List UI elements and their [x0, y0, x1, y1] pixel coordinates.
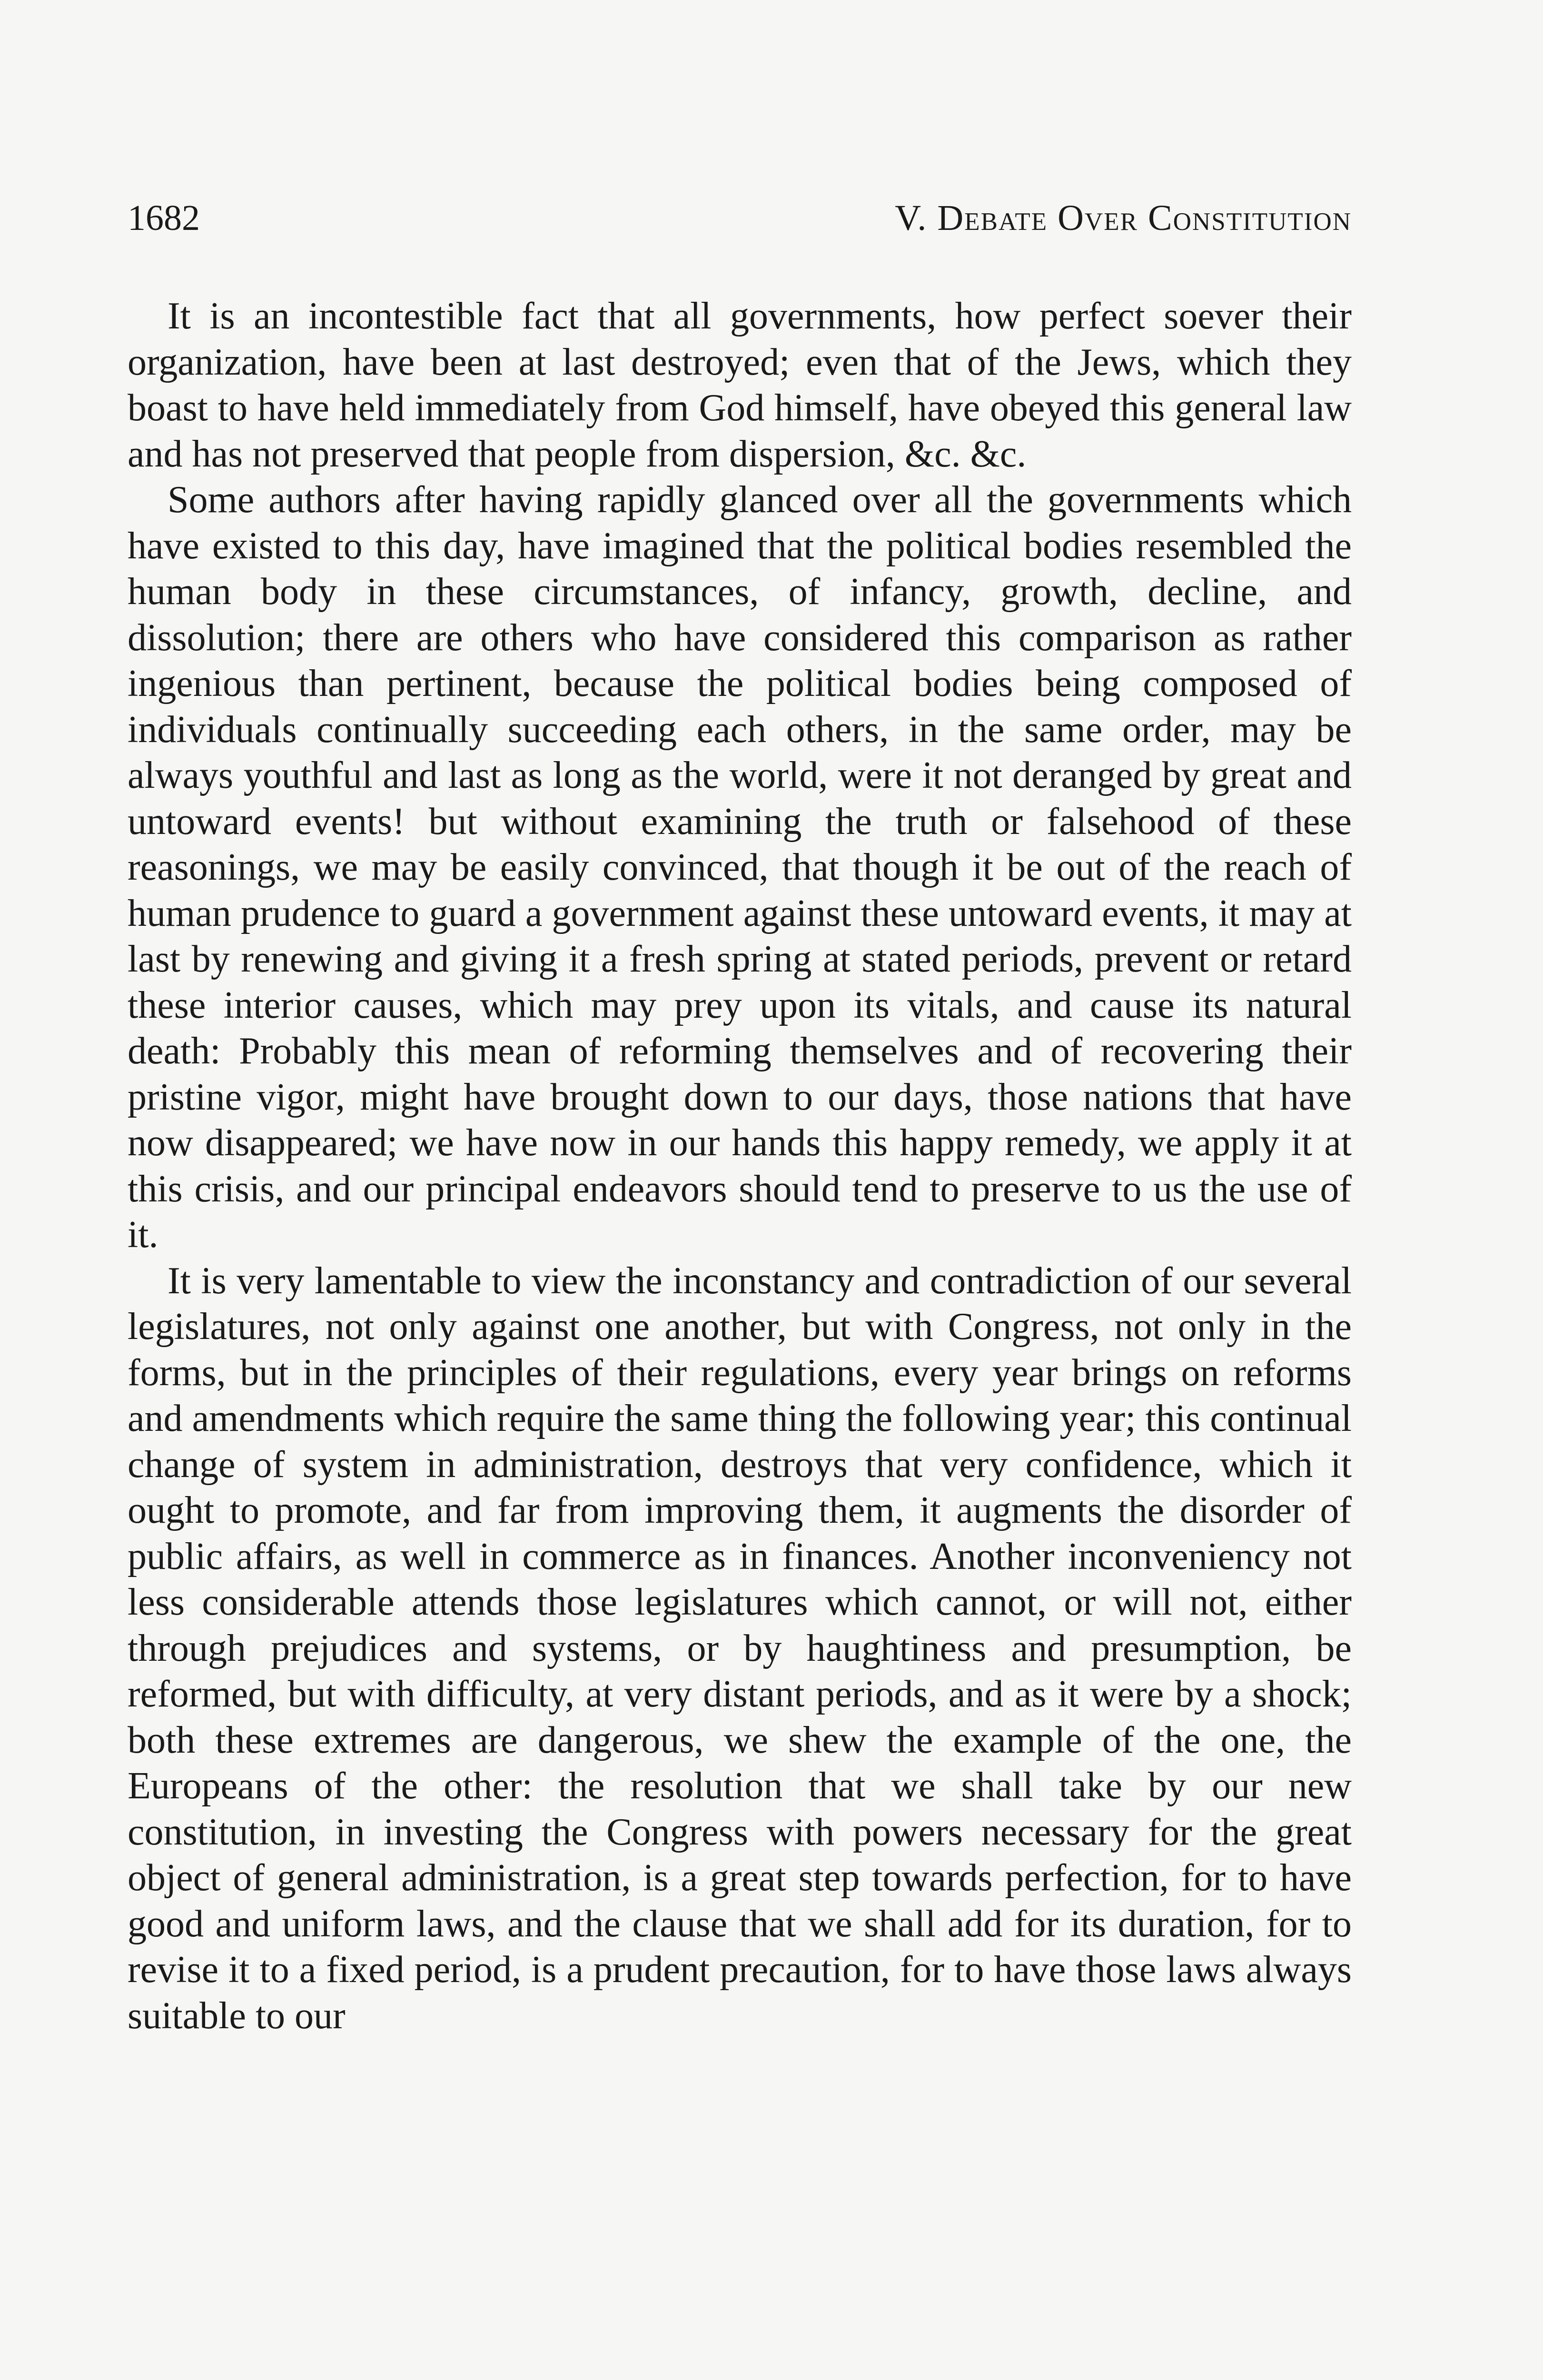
paragraph: Some authors after having rapidly glanced over all the governments which have existed to this day, have imagined that the political bodies resembled the human body in these circumstances, of infancy, growth, decline, and dissolution; there are others who have considered this comparison as rather ingenious than pertinent, because the political bodies being composed of individuals continually succeeding each others, in the same order, may be always youthful and last as long as the world, were it not deranged by great and untoward events! but without examining the truth or falsehood of these reasonings, we may be easily convinced, that though it be out of the reach of human prudence to guard a government against these untoward events, it may at last by renewing and giving it a fresh spring at stated periods, prevent or retard these interior causes, which may prey upon its vitals, and cause its natural death: Probably this mean of reforming themselves and of recovering their pristine vigor, might have brought down to our days, those nations that have now disappeared; we have now in our hands this happy remedy, we apply it at this crisis, and our principal endeavors should tend to preserve to us the use of it.: [128, 479, 1352, 1256]
body-text: [128, 293, 1352, 2039]
document-page: [128, 200, 1352, 2039]
page-number: 1682: [128, 198, 200, 238]
running-title: V. Debate Over Constitution: [895, 198, 1352, 238]
paragraph: It is an incontestible fact that all governments, how perfect soever their organization, have been at last destroyed; even that of the Jews, which they boast to have held immediately from God himself, have obeyed this general law and has not preserved that people from dispersion, &c. &c.: [128, 295, 1352, 475]
paragraph: It is very lamentable to view the inconstancy and contradiction of our several legislatures, not only against one another, but with Congress, not only in the forms, but in the principles of their regulations, every year brings on reforms and amendments which require the same thing the following year; this continual change of system in administration, destroys that very confidence, which it ought to promote, and far from improving them, it augments the disorder of public affairs, as well in commerce as in finances. Another inconveniency not less considerable attends those legislatures which cannot, or will not, either through prejudices and systems, or by haughtiness and presumption, be reformed, but with difficulty, at very distant periods, and as it were by a shock; both these extremes are dangerous, we shew the example of the one, the Europeans of the other: the resolution that we shall take by our new constitution, in investing the Congress with powers necessary for the great object of general administration, is a great step towards perfection, for to have good and uniform laws, and the clause that we shall add for its duration, for to revise it to a fixed period, is a prudent precaution, for to have those laws always suitable to our: [128, 1259, 1352, 2037]
running-header: [128, 200, 1352, 236]
